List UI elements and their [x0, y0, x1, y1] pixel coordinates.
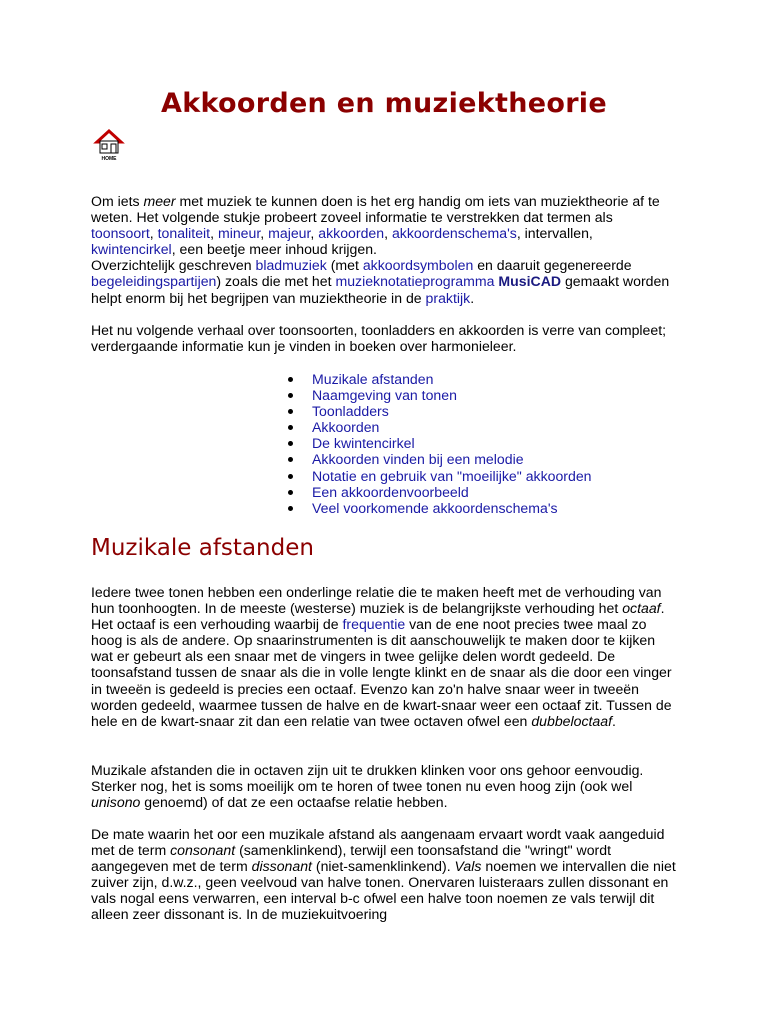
link-toonsoort[interactable]: toonsoort — [91, 225, 150, 242]
table-of-contents — [286, 371, 592, 516]
link-akkoorden[interactable]: akkoorden — [318, 225, 385, 242]
section-heading: Muzikale afstanden — [91, 535, 314, 561]
home-label: HOME — [101, 156, 117, 161]
intro-paragraph-1: Om iets meer met muziek te kunnen doen is het erg handig om iets van muziektheorie af te weten. Het volgende stukje probeert zoveel informatie te verstrekken dat termen als toonsoort, tonaliteit, mineur, majeur, akkoorden, akkoordenschema's, intervallen, kwintencirkel, een beetje meer inhoud krijgen. Overzichtelijk geschreven bladmuziek (met akkoordsymbolen en daaruit gegenereerde begeleidingspartijen) zoals die met het muzieknotatieprogramma MusiCAD gemaakt worden helpt enorm bij het begrijpen van muziektheorie in de praktijk. — [91, 193, 670, 306]
home-icon[interactable] — [93, 127, 125, 161]
toc-item[interactable]: Veel voorkomende akkoordenschema's — [286, 500, 592, 516]
toc-item[interactable]: De kwintencirkel — [286, 435, 592, 451]
toc-item[interactable]: Akkoorden vinden bij een melodie — [286, 451, 592, 467]
toc-item[interactable]: Notatie en gebruik van "moeilijke" akkoorden — [286, 468, 592, 484]
link-bladmuziek[interactable]: bladmuziek — [255, 257, 327, 274]
link-tonaliteit[interactable]: tonaliteit — [157, 225, 211, 242]
link-muzieknotatieprogramma[interactable]: muzieknotatieprogramma — [335, 273, 495, 290]
section-paragraph-1: Iedere twee tonen hebben een onderlinge relatie die te maken heeft met de verhouding van hun toonhoogten. In de meeste (westerse) muziek is de belangrijkste verhouding het octaaf. Het octaaf is een verhouding waarbij de frequentie van de ene noot precies twee maal zo hoog is als de andere. Op snaarinstrumenten is dit aanschouwelijk te maken door te kijken wat er gebeurt als een snaar met de vingers in twee gelijke delen wordt gedeeld. De toonsafstand tussen de snaar als die in volle lengte klinkt en de snaar als die door een vinger in tweeën is gedeeld is precies een octaaf. Evenzo kan zo'n halve snaar weer in tweeën worden gedeeld, waarmee tussen de halve en de kwart-snaar weer een octaaf zit. Tussen de hele en de kwart-snaar zit dan een relatie van twee octaven ofwel een dubbeloctaaf. — [91, 584, 672, 729]
link-akkoordsymbolen[interactable]: akkoordsymbolen — [362, 257, 474, 274]
section-paragraph-3: De mate waarin het oor een muzikale afstand als aangenaam ervaart wordt vaak aangeduid met de term consonant (samenklinkend), terwijl een toonsafstand die "wringt" wordt aangegeven met de term dissonant (niet-samenklinkend). Vals noemen we intervallen die niet zuiver zijn, d.w.z., geen veelvoud van halve tonen. Onervaren luisteraars zullen dissonant en vals nogal eens verwarren, een interval b-c ofwel een halve toon noemen ze vals terwijl dit alleen zeer dissonant is. In de muziekuitvoering — [91, 826, 676, 923]
toc-item[interactable]: Akkoorden — [286, 419, 592, 435]
page-title: Akkoorden en muziektheorie — [161, 88, 607, 119]
link-kwintencirkel[interactable]: kwintencirkel — [91, 241, 172, 258]
link-frequentie[interactable]: frequentie — [342, 616, 406, 633]
intro-paragraph-3: Het nu volgende verhaal over toonsoorten, toonladders en akkoorden is verre van compleet; verdergaande informatie kun je vinden in boeken over harmonieleer. — [91, 322, 667, 355]
link-begeleidingspartijen[interactable]: begeleidingspartijen — [91, 273, 217, 290]
link-majeur[interactable]: majeur — [268, 225, 311, 242]
section-paragraph-2: Muzikale afstanden die in octaven zijn uit te drukken klinken voor ons gehoor eenvoudig. Sterker nog, het is soms moeilijk om te horen of twee tonen nu even hoog zijn (ook wel unisono genoemd) of dat ze een octaafse relatie hebben. — [91, 762, 644, 811]
toc-item[interactable]: Naamgeving van tonen — [286, 387, 592, 403]
toc-item[interactable]: Een akkoordenvoorbeeld — [286, 484, 592, 500]
toc-item[interactable]: Muzikale afstanden — [286, 371, 592, 387]
link-praktijk[interactable]: praktijk — [425, 289, 471, 306]
musicad-name: MusiCAD — [498, 273, 562, 290]
link-mineur[interactable]: mineur — [217, 225, 261, 242]
toc-item[interactable]: Toonladders — [286, 403, 592, 419]
link-akkoordenschemas[interactable]: akkoordenschema's — [391, 225, 517, 242]
